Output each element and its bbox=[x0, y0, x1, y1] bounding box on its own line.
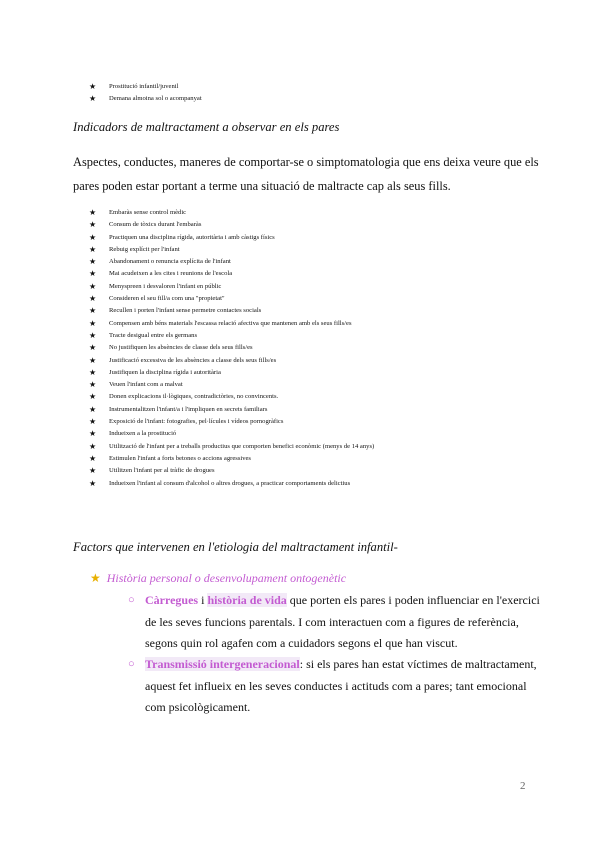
list-item bbox=[89, 81, 202, 93]
star-bullet-icon: ★ bbox=[89, 367, 97, 377]
list-item-text: Demana almoina sol o acompanyat bbox=[109, 95, 202, 103]
parents-intro-paragraph: Aspectes, conductes, maneres de comportar-se o simptomatologia que ens deixa veure que els pares poden estar portant a terme una situació de maltracte cap als seus fills. bbox=[73, 155, 539, 193]
list-item-text: Indueixen l'infant al consum d'alcohol o altres drogues, a practicar comportaments delictius bbox=[109, 479, 351, 487]
star-bullet-icon: ★ bbox=[89, 94, 97, 104]
list-item bbox=[89, 93, 202, 105]
connector-text: i bbox=[198, 593, 208, 607]
star-bullet-icon: ★ bbox=[89, 355, 97, 365]
list-item bbox=[89, 391, 374, 403]
list-item bbox=[89, 232, 374, 244]
star-bullet-icon: ★ bbox=[89, 417, 97, 427]
heading-factors: Factors que intervenen en l'etiologia del maltractament infantil- bbox=[73, 540, 398, 554]
star-bullet-icon: ★ bbox=[89, 318, 97, 328]
list-item-text: Estimulen l'infant a forts betones o accions agressives bbox=[109, 454, 252, 462]
star-bullet-icon: ★ bbox=[89, 478, 97, 488]
list-item-text: Menyspreen i desvaloren l'infant en públic bbox=[109, 282, 222, 290]
list-item bbox=[89, 330, 374, 342]
list-item-text: Embaràs sense control mèdic bbox=[109, 209, 187, 216]
list-item-text: Justificació excessiva de les absències a classe dels seus fills/es bbox=[109, 356, 277, 364]
list-item bbox=[89, 379, 374, 391]
list-item bbox=[89, 318, 374, 330]
star-bullet-icon: ★ bbox=[89, 429, 97, 439]
list-item-text: Veuen l'infant com a malvat bbox=[109, 381, 183, 389]
list-item bbox=[89, 416, 374, 428]
list-item bbox=[89, 441, 374, 453]
list-item-text: Rebuig explícit per l'infant bbox=[109, 245, 180, 253]
list-item bbox=[89, 244, 374, 256]
list-item-text: Consum de tòxics durant l'embaràs bbox=[109, 221, 202, 229]
child-indicators-list-end bbox=[89, 81, 202, 106]
star-bullet-icon: ★ bbox=[89, 82, 97, 91]
page-number: 2 bbox=[520, 780, 526, 792]
sub-item-transmission bbox=[128, 654, 548, 719]
star-bullet-icon: ★ bbox=[89, 257, 97, 267]
star-bullet-icon: ★ bbox=[89, 281, 97, 291]
list-item bbox=[89, 293, 374, 305]
star-bullet-icon: ★ bbox=[89, 441, 97, 451]
circle-bullet-icon: ○ bbox=[128, 658, 135, 670]
list-item-text: Prostitució infantil/juvenil bbox=[109, 83, 179, 90]
star-bullet-icon: ★ bbox=[89, 466, 97, 476]
list-item-text: Consideren el seu fill/a com una "propietat" bbox=[109, 295, 225, 303]
keyword-life-history: història de vida bbox=[207, 593, 287, 607]
list-item-text: No justifiquen les absències de classe dels seus fills/es bbox=[109, 344, 253, 352]
list-item-text: Instrumentalitzen l'infant/a i l'impliquen en secrets familiars bbox=[109, 405, 268, 413]
star-bullet-icon: ★ bbox=[89, 330, 97, 340]
star-bullet-icon: ★ bbox=[89, 244, 97, 254]
list-item-text: Donen explicacions il·lògiques, contradictòries, no convincents. bbox=[109, 393, 279, 401]
list-item bbox=[89, 281, 374, 293]
star-bullet-icon: ★ bbox=[89, 453, 97, 463]
list-item bbox=[89, 478, 374, 490]
heading-parents-indicators: Indicadors de maltractament a observar en els pares bbox=[73, 120, 340, 134]
list-item bbox=[89, 404, 374, 416]
keyword-intergenerational-transmission: Transmissió intergeneracional bbox=[145, 657, 300, 671]
sub-item-text: que porten els pares i poden influenciar en l'exercici de les seves funcions parentals. I com interactuen com a figures de referència, segons quin rol agafen com a cuidadors segons el que han viscut. bbox=[145, 593, 540, 650]
list-item-text: Tracte desigual entre els germans bbox=[109, 331, 198, 339]
list-item bbox=[89, 342, 374, 354]
list-item bbox=[89, 219, 374, 231]
list-item-text: Justifiquen la disciplina rígida i autoritària bbox=[109, 368, 221, 376]
star-bullet-icon: ★ bbox=[89, 392, 97, 402]
list-item bbox=[89, 207, 374, 219]
list-item bbox=[89, 355, 374, 367]
list-item-text: Recullen i porten l'infant sense permetre contactes socials bbox=[109, 307, 262, 315]
list-item bbox=[89, 465, 374, 477]
list-item bbox=[89, 453, 374, 465]
list-item bbox=[89, 367, 374, 379]
star-bullet-icon: ★ bbox=[89, 404, 97, 414]
list-item-text: Utilització de l'infant per a treballs productius que comporten benefici econòmic (menys de 14 anys) bbox=[109, 442, 375, 450]
list-item-text: Compensen amb béns materials l'escassa relació afectiva que mantenen amb els seus fills/es bbox=[109, 319, 352, 327]
star-bullet-icon: ★ bbox=[89, 269, 97, 279]
list-item-text: Abandonament o renuncia explícita de l'infant bbox=[109, 258, 231, 266]
keyword-burdens: Càrregues bbox=[145, 593, 199, 607]
list-item-text: Practiquen una disciplina rígida, autoritària i amb càstigs físics bbox=[109, 233, 275, 241]
list-item bbox=[89, 256, 374, 268]
list-item-text: Exposició de l'infant: fotografies, pel·lícules i vídeos pornogràfics bbox=[109, 418, 284, 426]
list-item bbox=[89, 268, 374, 280]
list-item bbox=[89, 305, 374, 317]
list-item bbox=[89, 428, 374, 440]
star-bullet-icon: ★ bbox=[89, 380, 97, 390]
factor-label: Història personal o desenvolupament ontogenètic bbox=[106, 571, 347, 585]
sub-item-text: : si els pares han estat víctimes de maltractament, aquest fet influeix en les seves conductes i actituds com a pares; tant emocional com psicològicament. bbox=[145, 657, 537, 714]
list-item-text: Utilitzen l'infant per al tràfic de drogues bbox=[109, 467, 215, 475]
star-bullet-icon: ★ bbox=[89, 294, 97, 304]
star-bullet-icon: ★ bbox=[89, 220, 97, 230]
star-bullet-icon: ★ bbox=[89, 208, 97, 217]
star-bullet-icon: ★ bbox=[90, 571, 101, 585]
star-bullet-icon: ★ bbox=[89, 232, 97, 242]
sub-item-burdens bbox=[128, 590, 548, 655]
star-bullet-icon: ★ bbox=[89, 306, 97, 316]
factor-item-personal-history bbox=[90, 571, 346, 586]
list-item-text: Indueixen a la prostitució bbox=[109, 430, 177, 438]
circle-bullet-icon: ○ bbox=[128, 594, 135, 606]
list-item-text: Mai acudeixen a les cites i reunions de l'escola bbox=[109, 270, 233, 278]
star-bullet-icon: ★ bbox=[89, 343, 97, 353]
parents-indicators-list bbox=[89, 207, 374, 490]
